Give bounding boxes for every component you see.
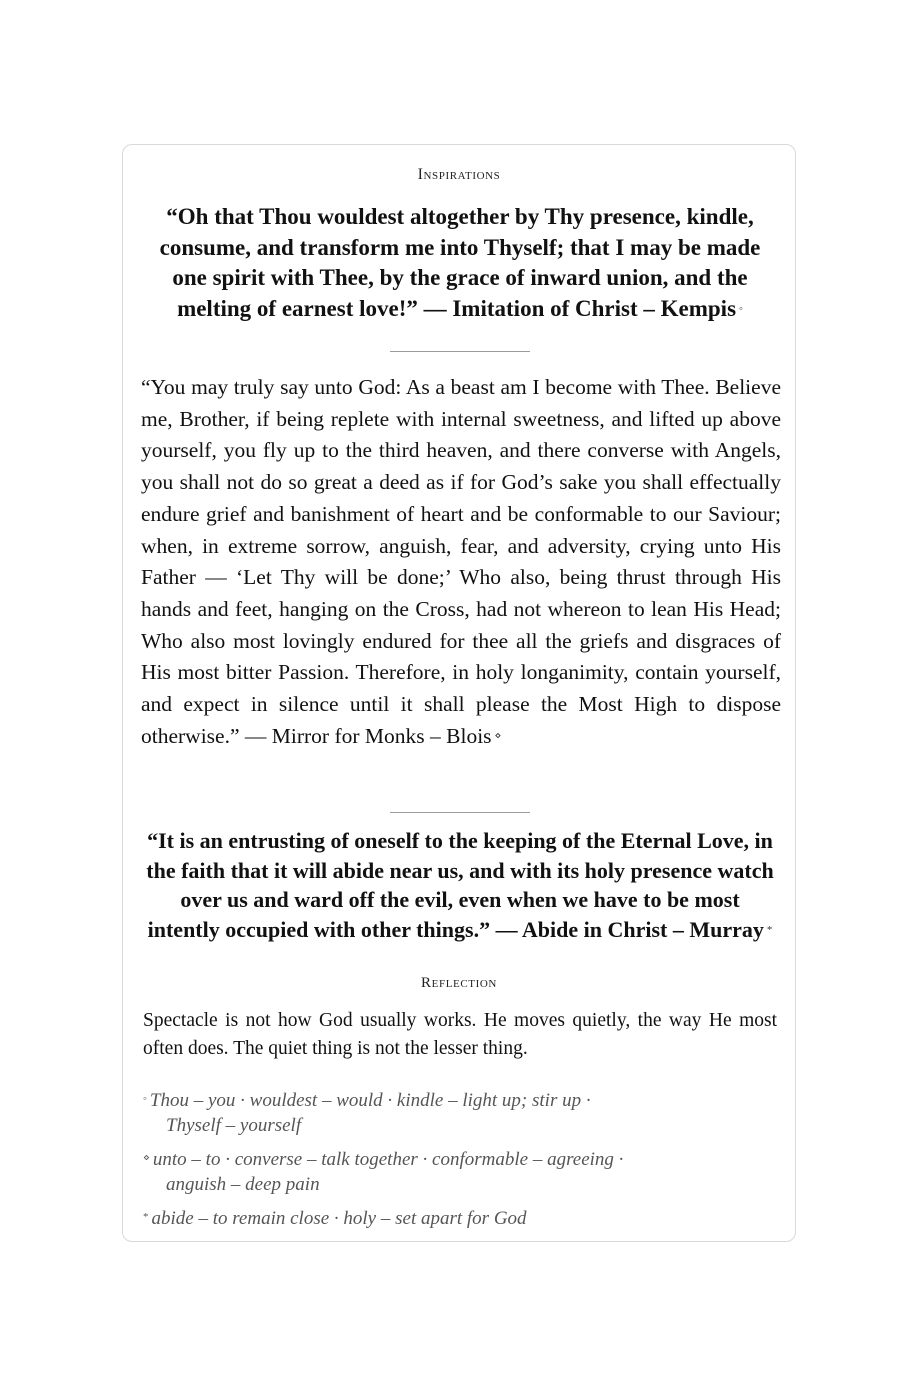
quote-blois-text: “You may truly say unto God: As a beast am I become with Thee. Believe me, Brother, if being replete with internal sweetness, and lifted up above yourself, you fly up to the third heaven, and there converse with Angels, you shall not do so great a deed as if for God’s sake you shall effectually endure grief and banishment of heart and be conformable to our Saviour; when, in extreme sorrow, anguish, fear, and adversity, crying unto His Father — ‘Let Thy will be done;’ Who also, being thrust through His hands and feet, hanging on the Cross, had not whereon to lean His Head; Who also most lovingly endured for thee all the griefs and disgraces of His most bitter Passion. Therefore, in holy longanimity, contain yourself, and expect in silence until it shall please the Most High to dispose otherwise.” — Mirror for Monks – Blois (141, 375, 781, 748)
asterisk-footnote-marker: * (766, 923, 773, 936)
inspirations-heading: Inspirations (417, 166, 501, 183)
diamond-footnote-marker: ⋄ (143, 1152, 150, 1164)
glossary-line: abide – to remain close · holy – set apart for God (151, 1208, 527, 1229)
glossary-item (143, 1146, 703, 1197)
reflection-heading: Reflection (421, 975, 497, 991)
quote-kempis-text: “Oh that Thou wouldest altogether by Thy presence, kindle, consume, and transform me into Thyself; that I may be made one spirit with Thee, by the grace of inward union, and the melting of earnest love!” — Imitation of Christ – Kempis (159, 204, 761, 321)
quote-blois (141, 372, 781, 752)
section-divider (390, 351, 530, 352)
glossary-item (143, 1087, 703, 1138)
quote-kempis (143, 202, 777, 324)
quote-murray (143, 826, 777, 945)
asterisk-footnote-marker: * (143, 1211, 149, 1223)
section-divider (390, 812, 530, 813)
circle-footnote-marker: ◦ (143, 1093, 147, 1105)
glossary-line: anguish – deep pain (166, 1173, 320, 1195)
glossary-item (143, 1205, 703, 1232)
glossary-line: Thyself – yourself (166, 1114, 302, 1136)
glossary-line: Thou – you · wouldest – would · kindle – light up; stir up · (149, 1090, 591, 1111)
diamond-footnote-marker: ⋄ (494, 729, 502, 742)
quote-murray-text: “It is an entrusting of oneself to the keeping of the Eternal Love, in the faith that it will abide near us, and with its holy presence watch over us and ward off the evil, even when we have to be most intently occupied with other things.” — Abide in Christ – Murray (146, 828, 774, 942)
reflection-text: Spectacle is not how God usually works. He moves quietly, the way He most often does. The quiet thing is not the lesser thing. (143, 1010, 777, 1059)
glossary-line: unto – to · converse – talk together · conformable – agreeing · (152, 1149, 624, 1170)
circle-footnote-marker: ◦ (739, 302, 743, 315)
devotional-card (122, 144, 796, 1242)
